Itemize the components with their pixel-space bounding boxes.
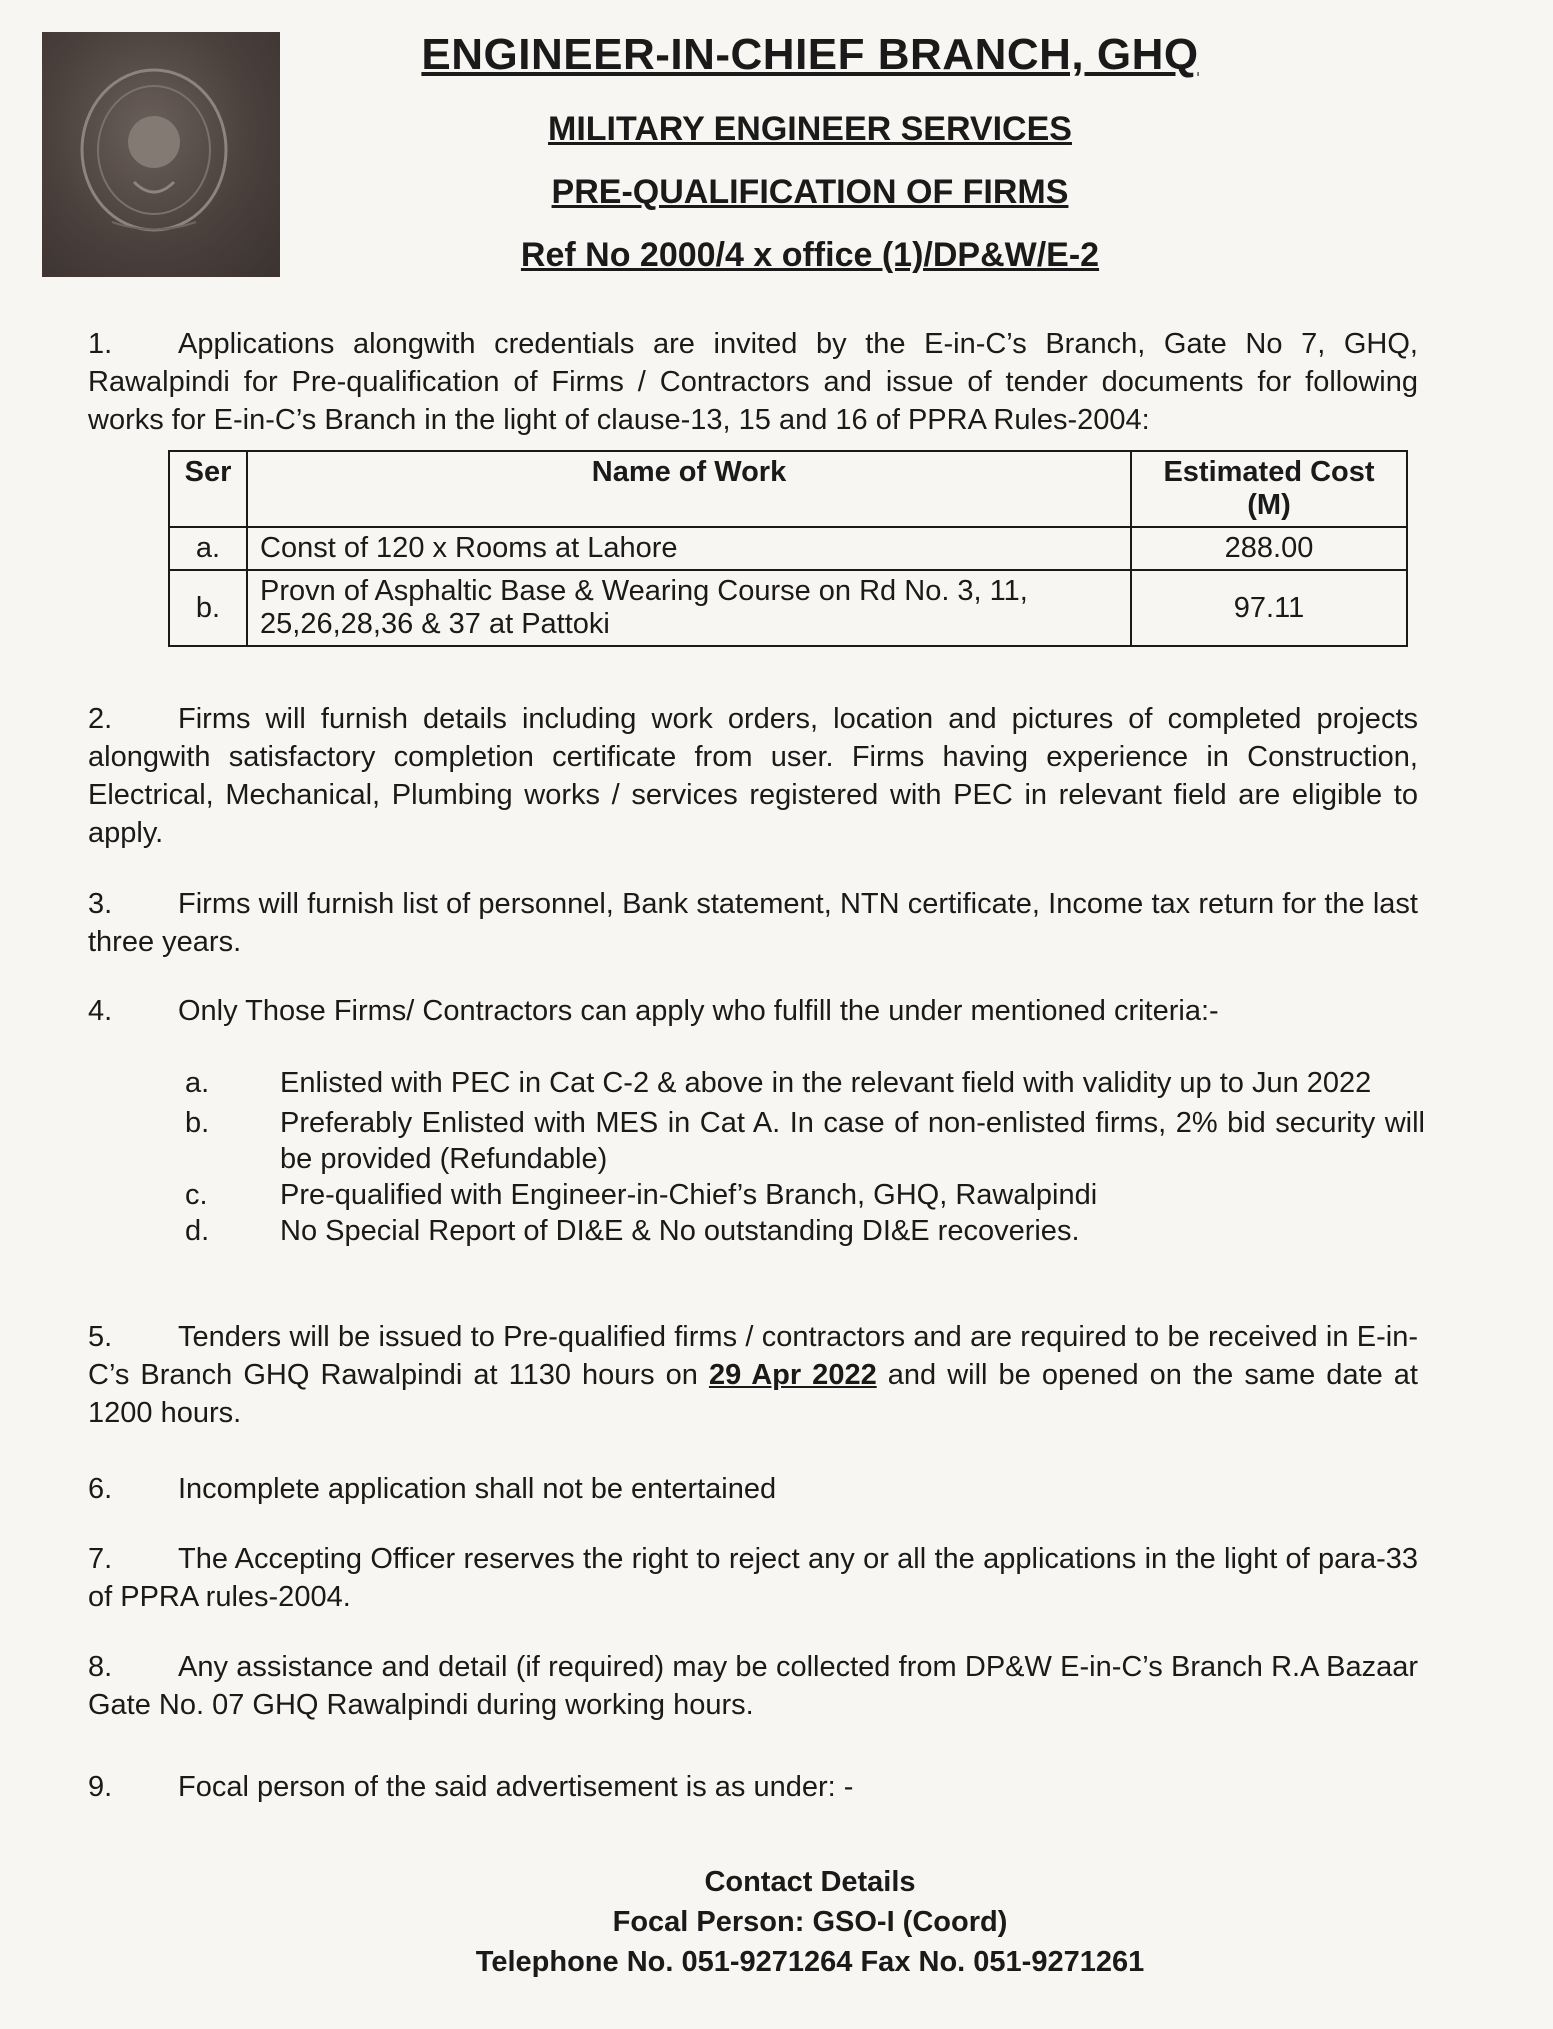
paragraph-6: [88, 1470, 1418, 1508]
criteria-text: No Special Report of DI&E & No outstanding DI&E recoveries.: [280, 1215, 1080, 1247]
paragraph-text: The Accepting Officer reserves the right to reject any or all the applications in the light of para-33 of PPRA rules-2004.: [88, 1543, 1418, 1613]
paragraph-text: Applications alongwith credentials are invited by the E-in-C’s Branch, Gate No 7, GHQ, Rawalpindi for Pre-qualification of Firms / Contractors and issue of tender documents for following works for E-in-C’s Branch in the light of clause-13, 15 and 16 of PPRA Rules-2004:: [88, 328, 1418, 436]
contact-details: [300, 1862, 1320, 1982]
paragraph-number: 4.: [88, 995, 113, 1027]
criteria-label: b.: [185, 1107, 210, 1139]
paragraph-number: 7.: [88, 1543, 113, 1575]
paragraph-2: [88, 700, 1418, 852]
paragraph-number: 3.: [88, 888, 113, 920]
paragraph-3: [88, 885, 1418, 961]
contact-phone: Telephone No. 051-9271264 Fax No. 051-9271261: [475, 1946, 1145, 1978]
paragraph-5: [88, 1318, 1418, 1432]
criteria-label: a.: [185, 1067, 210, 1099]
criteria-list: [185, 1065, 1425, 1249]
criteria-label: c.: [185, 1179, 208, 1211]
emblem-logo: [42, 32, 280, 277]
paragraph-1: [88, 325, 1418, 439]
paragraph-text: Focal person of the said advertisement is as under: -: [178, 1771, 854, 1803]
page-heading: PRE-QUALIFICATION OF FIRMS: [551, 173, 1069, 211]
reference-number: Ref No 2000/4 x office (1)/DP&W/E-2: [520, 236, 1100, 274]
emblem-icon: [42, 32, 280, 277]
criteria-text: Enlisted with PEC in Cat C-2 & above in the relevant field with validity up to Jun 2022: [280, 1067, 1372, 1099]
list-item: [185, 1177, 1425, 1213]
paragraph-text: Any assistance and detail (if required) may be collected from DP&W E-in-C’s Branch R.A Bazaar Gate No. 07 GHQ Rawalpindi during working hours.: [88, 1651, 1418, 1721]
cell-name-of-work: Const of 120 x Rooms at Lahore: [247, 527, 1131, 570]
cell-ser: a.: [169, 527, 247, 570]
list-item: [185, 1213, 1425, 1249]
tender-date: 29 Apr 2022: [708, 1359, 877, 1391]
criteria-text: Pre-qualified with Engineer-in-Chief’s Branch, GHQ, Rawalpindi: [280, 1179, 1098, 1211]
criteria-label: d.: [185, 1215, 210, 1247]
table-row: [169, 527, 1407, 570]
page-subtitle: MILITARY ENGINEER SERVICES: [548, 110, 1072, 148]
list-item: [185, 1065, 1425, 1101]
paragraph-text: Firms will furnish list of personnel, Bank statement, NTN certificate, Income tax return for the last three years.: [88, 888, 1418, 958]
paragraph-text: Only Those Firms/ Contractors can apply who fulfill the under mentioned criteria:-: [178, 995, 1219, 1027]
paragraph-4: [88, 992, 1418, 1030]
paragraph-text: Firms will furnish details including work orders, location and pictures of completed projects alongwith satisfactory completion certificate from user. Firms having experience in Construction, Electrical, Mechanical, Plumbing works / services registered with PEC in relevant field are eligible to apply.: [88, 703, 1418, 849]
paragraph-number: 8.: [88, 1651, 113, 1683]
cell-estimated-cost: 97.11: [1131, 570, 1407, 646]
header-ser: Ser: [169, 451, 247, 527]
works-table: [168, 450, 1408, 647]
table-header-row: [169, 451, 1407, 527]
cell-estimated-cost: 288.00: [1131, 527, 1407, 570]
paragraph-9: [88, 1768, 1418, 1806]
paragraph-number: 2.: [88, 703, 113, 735]
contact-title: Contact Details: [704, 1866, 916, 1898]
paragraph-number: 1.: [88, 328, 113, 360]
paragraph-7: [88, 1540, 1418, 1616]
paragraph-text-end: and will be opened on the same date at 1200 hours.: [88, 1359, 1418, 1429]
contact-focal-person: Focal Person: GSO-I (Coord): [612, 1906, 1008, 1938]
table-row: [169, 570, 1407, 646]
cell-ser: b.: [169, 570, 247, 646]
page-title: ENGINEER-IN-CHIEF BRANCH, GHQ: [421, 30, 1199, 79]
paragraph-number: 5.: [88, 1321, 113, 1353]
header-estimated-cost: Estimated Cost (M): [1131, 451, 1407, 527]
paragraph-8: [88, 1648, 1418, 1724]
paragraph-text: Incomplete application shall not be entertained: [178, 1473, 777, 1505]
list-item: [185, 1105, 1425, 1177]
header-name-of-work: Name of Work: [247, 451, 1131, 527]
paragraph-number: 9.: [88, 1771, 113, 1803]
cell-name-of-work: Provn of Asphaltic Base & Wearing Course on Rd No. 3, 11, 25,26,28,36 & 37 at Pattoki: [247, 570, 1131, 646]
paragraph-text: Tenders will be issued to Pre-qualified firms / contractors and are required to be received in E-in-C’s Branch GHQ Rawalpindi at 1130 hours on: [88, 1321, 1418, 1391]
criteria-text: Preferably Enlisted with MES in Cat A. In case of non-enlisted firms, 2% bid security will be provided (Refundable): [280, 1107, 1425, 1175]
paragraph-number: 6.: [88, 1473, 113, 1505]
